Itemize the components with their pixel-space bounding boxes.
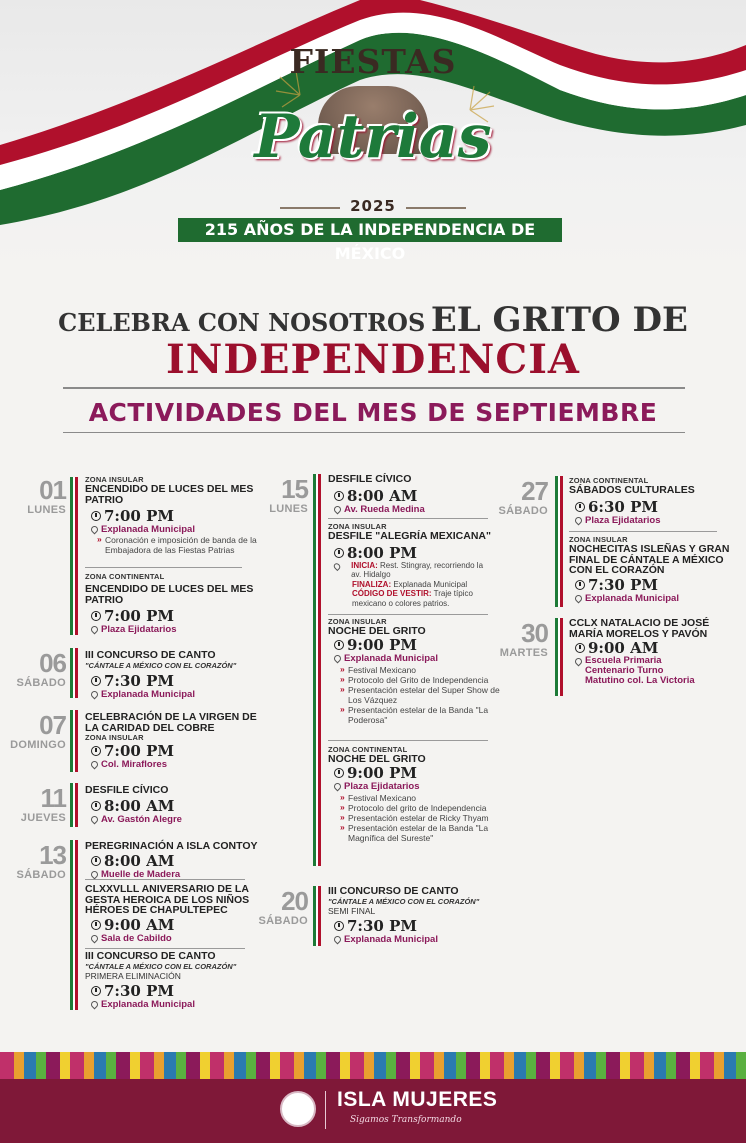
event-title: ENCENDIDO DE LUCES DEL MES PATRIO <box>85 583 254 606</box>
location-pin-icon <box>90 869 100 879</box>
day-01 <box>8 477 66 516</box>
day-07 <box>8 712 66 751</box>
event-place: Explanada Municipal <box>91 524 260 535</box>
day-13 <box>8 842 66 881</box>
event-program <box>340 665 505 725</box>
location-pin-icon <box>574 515 584 525</box>
day-20 <box>250 888 308 927</box>
event-time: 7:00 PM <box>91 608 260 624</box>
day-number: 20 <box>281 886 308 916</box>
day-number: 01 <box>39 475 66 505</box>
day-name: JUEVES <box>20 812 66 824</box>
clock-icon <box>91 986 101 996</box>
event-time: 6:30 PM <box>575 499 739 515</box>
event-natalicio-morelos <box>569 618 729 686</box>
clock-icon <box>91 511 101 521</box>
clock-icon <box>91 611 101 621</box>
zone-label: ZONA INSULAR <box>85 733 144 742</box>
event-time: 7:00 PM <box>91 743 263 759</box>
independencia-heading: INDEPENDENCIA <box>166 336 580 383</box>
event-title: III CONCURSO DE CANTO <box>85 649 216 661</box>
event-grito-insular <box>328 617 508 725</box>
day-number: 06 <box>39 648 66 678</box>
day-number: 15 <box>281 474 308 504</box>
location-pin-icon <box>333 504 343 514</box>
event-place: Sala de Cabildo <box>91 933 253 944</box>
event-time: 8:00 AM <box>91 798 260 814</box>
event-time: 7:30 PM <box>91 983 265 999</box>
flag-bar <box>70 648 78 698</box>
event-place: Explanada Municipal <box>334 653 508 664</box>
event-title: CLXXVLLL ANIVERSARIO DE LA GESTA HEROICA DE LOS NIÑOS HÉROES DE CHAPULTEPEC <box>85 883 250 916</box>
year-label: 2025 <box>350 197 396 215</box>
event-time: 7:00 PM <box>91 508 260 524</box>
event-place: Explanada Municipal <box>334 934 508 945</box>
separator <box>85 567 242 568</box>
day-06 <box>8 650 66 689</box>
celebra-heading <box>0 300 746 340</box>
separator <box>85 879 245 880</box>
event-time: 9:00 AM <box>91 917 253 933</box>
celebra-text: CELEBRA CON NOSOTROS <box>58 308 426 337</box>
program-item: » Presentación estelar del Super Show de Los Vázquez <box>340 685 505 705</box>
day-name: SÁBADO <box>498 505 548 517</box>
day-number: 11 <box>40 783 66 813</box>
event-encendido-continental <box>85 572 260 635</box>
flag-bar <box>70 477 78 635</box>
event-concurso-20 <box>328 886 508 945</box>
grito-text: EL GRITO DE <box>430 300 688 340</box>
event-peregrinacion <box>85 841 265 880</box>
event-title: NOCHE DEL GRITO <box>328 753 426 765</box>
divider-top <box>63 387 685 389</box>
event-place: Plaza Ejidatarios <box>575 515 739 526</box>
flag-bar <box>555 618 563 696</box>
event-place: Plaza Ejidatarios <box>334 781 508 792</box>
actividades-heading: ACTIVIDADES DEL MES DE SEPTIEMBRE <box>88 398 658 427</box>
event-title: DESFILE "ALEGRÍA MEXICANA" <box>328 530 491 542</box>
event-title: SÁBADOS CULTURALES <box>569 484 695 496</box>
year-divider-right <box>406 207 466 209</box>
separator <box>328 740 488 741</box>
location-pin-icon <box>90 525 100 535</box>
event-nochecitas <box>569 535 734 604</box>
location-pin-icon <box>90 625 100 635</box>
day-number: 30 <box>521 618 548 648</box>
event-place: Col. Miraflores <box>91 759 263 770</box>
anniversary-banner: 215 AÑOS DE LA INDEPENDENCIA DE MÉXICO <box>178 218 562 242</box>
event-title: ENCENDIDO DE LUCES DEL MES PATRIO <box>85 483 254 506</box>
program-item: » Presentación estelar de la Banda "La Poderosa" <box>340 705 505 725</box>
clock-icon <box>575 580 585 590</box>
event-details: INICIA: Rest. Stingray, recorriendo la av. Hidalgo FINALIZA: Explanada Municipal CÓDIGO DE VESTIR: Traje típico mexicano o colores patrios. <box>334 561 494 609</box>
location-pin-icon <box>90 814 100 824</box>
clock-icon <box>91 920 101 930</box>
event-time: 7:30 PM <box>334 918 508 934</box>
divider-bottom <box>63 432 685 433</box>
clock-icon <box>575 643 585 653</box>
day-number: 27 <box>521 476 548 506</box>
clock-icon <box>334 548 344 558</box>
fiestas-title: FIESTAS <box>289 42 457 81</box>
logo-divider <box>325 1091 326 1129</box>
day-name: MARTES <box>499 647 548 659</box>
clock-icon <box>91 801 101 811</box>
event-concurso-13 <box>85 951 265 1010</box>
event-subtitle: "CÁNTALE A MÉXICO CON EL CORAZÓN" <box>328 896 480 906</box>
day-name: SÁBADO <box>16 869 66 881</box>
clock-icon <box>334 768 344 778</box>
clock-icon <box>91 676 101 686</box>
location-pin-icon <box>333 781 343 791</box>
event-time: 7:30 PM <box>91 673 260 689</box>
location-pin-icon <box>333 934 343 944</box>
event-title: NOCHE DEL GRITO <box>328 625 426 637</box>
event-title: III CONCURSO DE CANTO <box>328 885 459 897</box>
day-11 <box>8 785 66 824</box>
separator <box>85 948 245 949</box>
day-name: DOMINGO <box>10 739 66 751</box>
event-place: Muelle de Madera <box>91 869 265 880</box>
event-virgen-cobre <box>85 712 263 770</box>
event-subtitle: "CÁNTALE A MÉXICO CON EL CORAZÓN" <box>85 660 237 670</box>
zone-label: ZONA INSULAR <box>328 522 387 531</box>
location-pin-icon <box>90 760 100 770</box>
day-name: LUNES <box>269 503 308 515</box>
event-title: III CONCURSO DE CANTO <box>85 950 216 962</box>
flag-bar <box>313 886 321 946</box>
separator <box>328 518 488 519</box>
day-name: SÁBADO <box>258 915 308 927</box>
event-alegria-mexicana <box>328 522 503 608</box>
day-name: LUNES <box>27 504 66 516</box>
day-number: 07 <box>39 710 66 740</box>
event-time: 8:00 AM <box>91 853 265 869</box>
location-pin-icon <box>333 653 343 663</box>
event-place: Escuela Primaria Centenario Turno Matutino col. La Victoria <box>575 656 729 686</box>
event-title: PEREGRINACIÓN A ISLA CONTOY <box>85 840 258 852</box>
program-item: » Presentación estelar de la Banda "La Magnífica del Sureste" <box>340 823 505 843</box>
flag-bar <box>555 476 563 607</box>
brand-name: ISLA MUJERES <box>337 1088 498 1111</box>
day-name: SÁBADO <box>16 677 66 689</box>
day-number: 13 <box>39 840 66 870</box>
event-place: Av. Gastón Alegre <box>91 814 260 825</box>
program-item: » Protocolo del grito de Independencia <box>340 803 505 813</box>
event-stage: PRIMERA ELIMINACIÓN <box>85 970 181 981</box>
event-encendido-insular <box>85 475 260 555</box>
event-grito-continental <box>328 745 508 843</box>
program-item: » Presentación estelar de Ricky Thyam <box>340 813 505 823</box>
location-pin-icon <box>90 689 100 699</box>
zone-label: ZONA CONTINENTAL <box>569 476 649 485</box>
event-place: Explanada Municipal <box>91 999 265 1010</box>
event-program <box>340 793 505 843</box>
event-place: Av. Rueda Medina <box>334 504 503 515</box>
flag-bar <box>70 840 78 1010</box>
event-time: 9:00 PM <box>334 637 508 653</box>
location-pin-icon <box>90 999 100 1009</box>
event-subtitle: "CÁNTALE A MÉXICO CON EL CORAZÓN" <box>85 961 237 971</box>
event-time: 9:00 AM <box>575 640 729 656</box>
zone-label: ZONA CONTINENTAL <box>328 745 408 754</box>
separator <box>569 531 717 532</box>
event-sabados-culturales <box>569 476 739 526</box>
event-place: Explanada Municipal <box>91 689 260 700</box>
clock-icon <box>334 921 344 931</box>
clock-icon <box>91 746 101 756</box>
program-item: » Festival Mexicano <box>340 793 505 803</box>
event-concurso-06 <box>85 650 260 700</box>
zone-label: ZONA INSULAR <box>328 617 387 626</box>
event-title: CELEBRACIÓN DE LA VIRGEN DE LA CARIDAD DEL COBRE <box>85 711 257 734</box>
location-pin-icon <box>332 561 341 570</box>
zone-label: ZONA CONTINENTAL <box>85 572 165 581</box>
flag-bar <box>313 474 321 866</box>
event-time: 8:00 PM <box>334 545 503 561</box>
event-desfile-11 <box>85 785 260 825</box>
clock-icon <box>334 640 344 650</box>
day-27 <box>490 478 548 517</box>
event-title: DESFILE CÍVICO <box>85 784 169 796</box>
patrias-title: Patrias <box>254 102 492 172</box>
event-stage: SEMI FINAL <box>328 905 376 916</box>
event-time: 8:00 AM <box>334 488 503 504</box>
clock-icon <box>91 856 101 866</box>
zone-label: ZONA INSULAR <box>85 475 144 484</box>
event-ninos-heroes <box>85 884 253 944</box>
municipal-seal-icon <box>280 1091 316 1127</box>
location-pin-icon <box>574 593 584 603</box>
location-pin-icon <box>90 933 100 943</box>
clock-icon <box>334 491 344 501</box>
brand-slogan: Sigamos Transformando <box>350 1115 462 1125</box>
event-desfile-15 <box>328 474 503 515</box>
flag-bar <box>70 783 78 827</box>
event-title: DESFILE CÍVICO <box>328 473 412 485</box>
clock-icon <box>575 502 585 512</box>
decorative-pattern-band <box>0 1052 746 1079</box>
separator <box>328 614 488 615</box>
zone-label: ZONA INSULAR <box>569 535 628 544</box>
day-30 <box>490 620 548 659</box>
event-time: 7:30 PM <box>575 577 734 593</box>
event-place: Plaza Ejidatarios <box>91 624 260 635</box>
event-title: CCLX NATALACIO DE JOSÉ MARÍA MORELOS Y PAVÓN <box>569 617 710 640</box>
day-15 <box>250 476 308 515</box>
event-time: 9:00 PM <box>334 765 508 781</box>
event-title: NOCHECITAS ISLEÑAS Y GRAN FINAL DE CÁNTALE A MÉXICO CON EL CORAZÓN <box>569 543 730 576</box>
header-banner <box>0 0 746 275</box>
program-item: » Festival Mexicano <box>340 665 505 675</box>
flag-bar <box>70 710 78 772</box>
program-item: » Protocolo del Grito de Independencia <box>340 675 505 685</box>
event-notes: » Coronación e imposición de banda de la Embajadora de las Fiestas Patrias <box>97 535 262 555</box>
event-place: Explanada Municipal <box>575 593 734 604</box>
location-pin-icon <box>574 657 584 667</box>
